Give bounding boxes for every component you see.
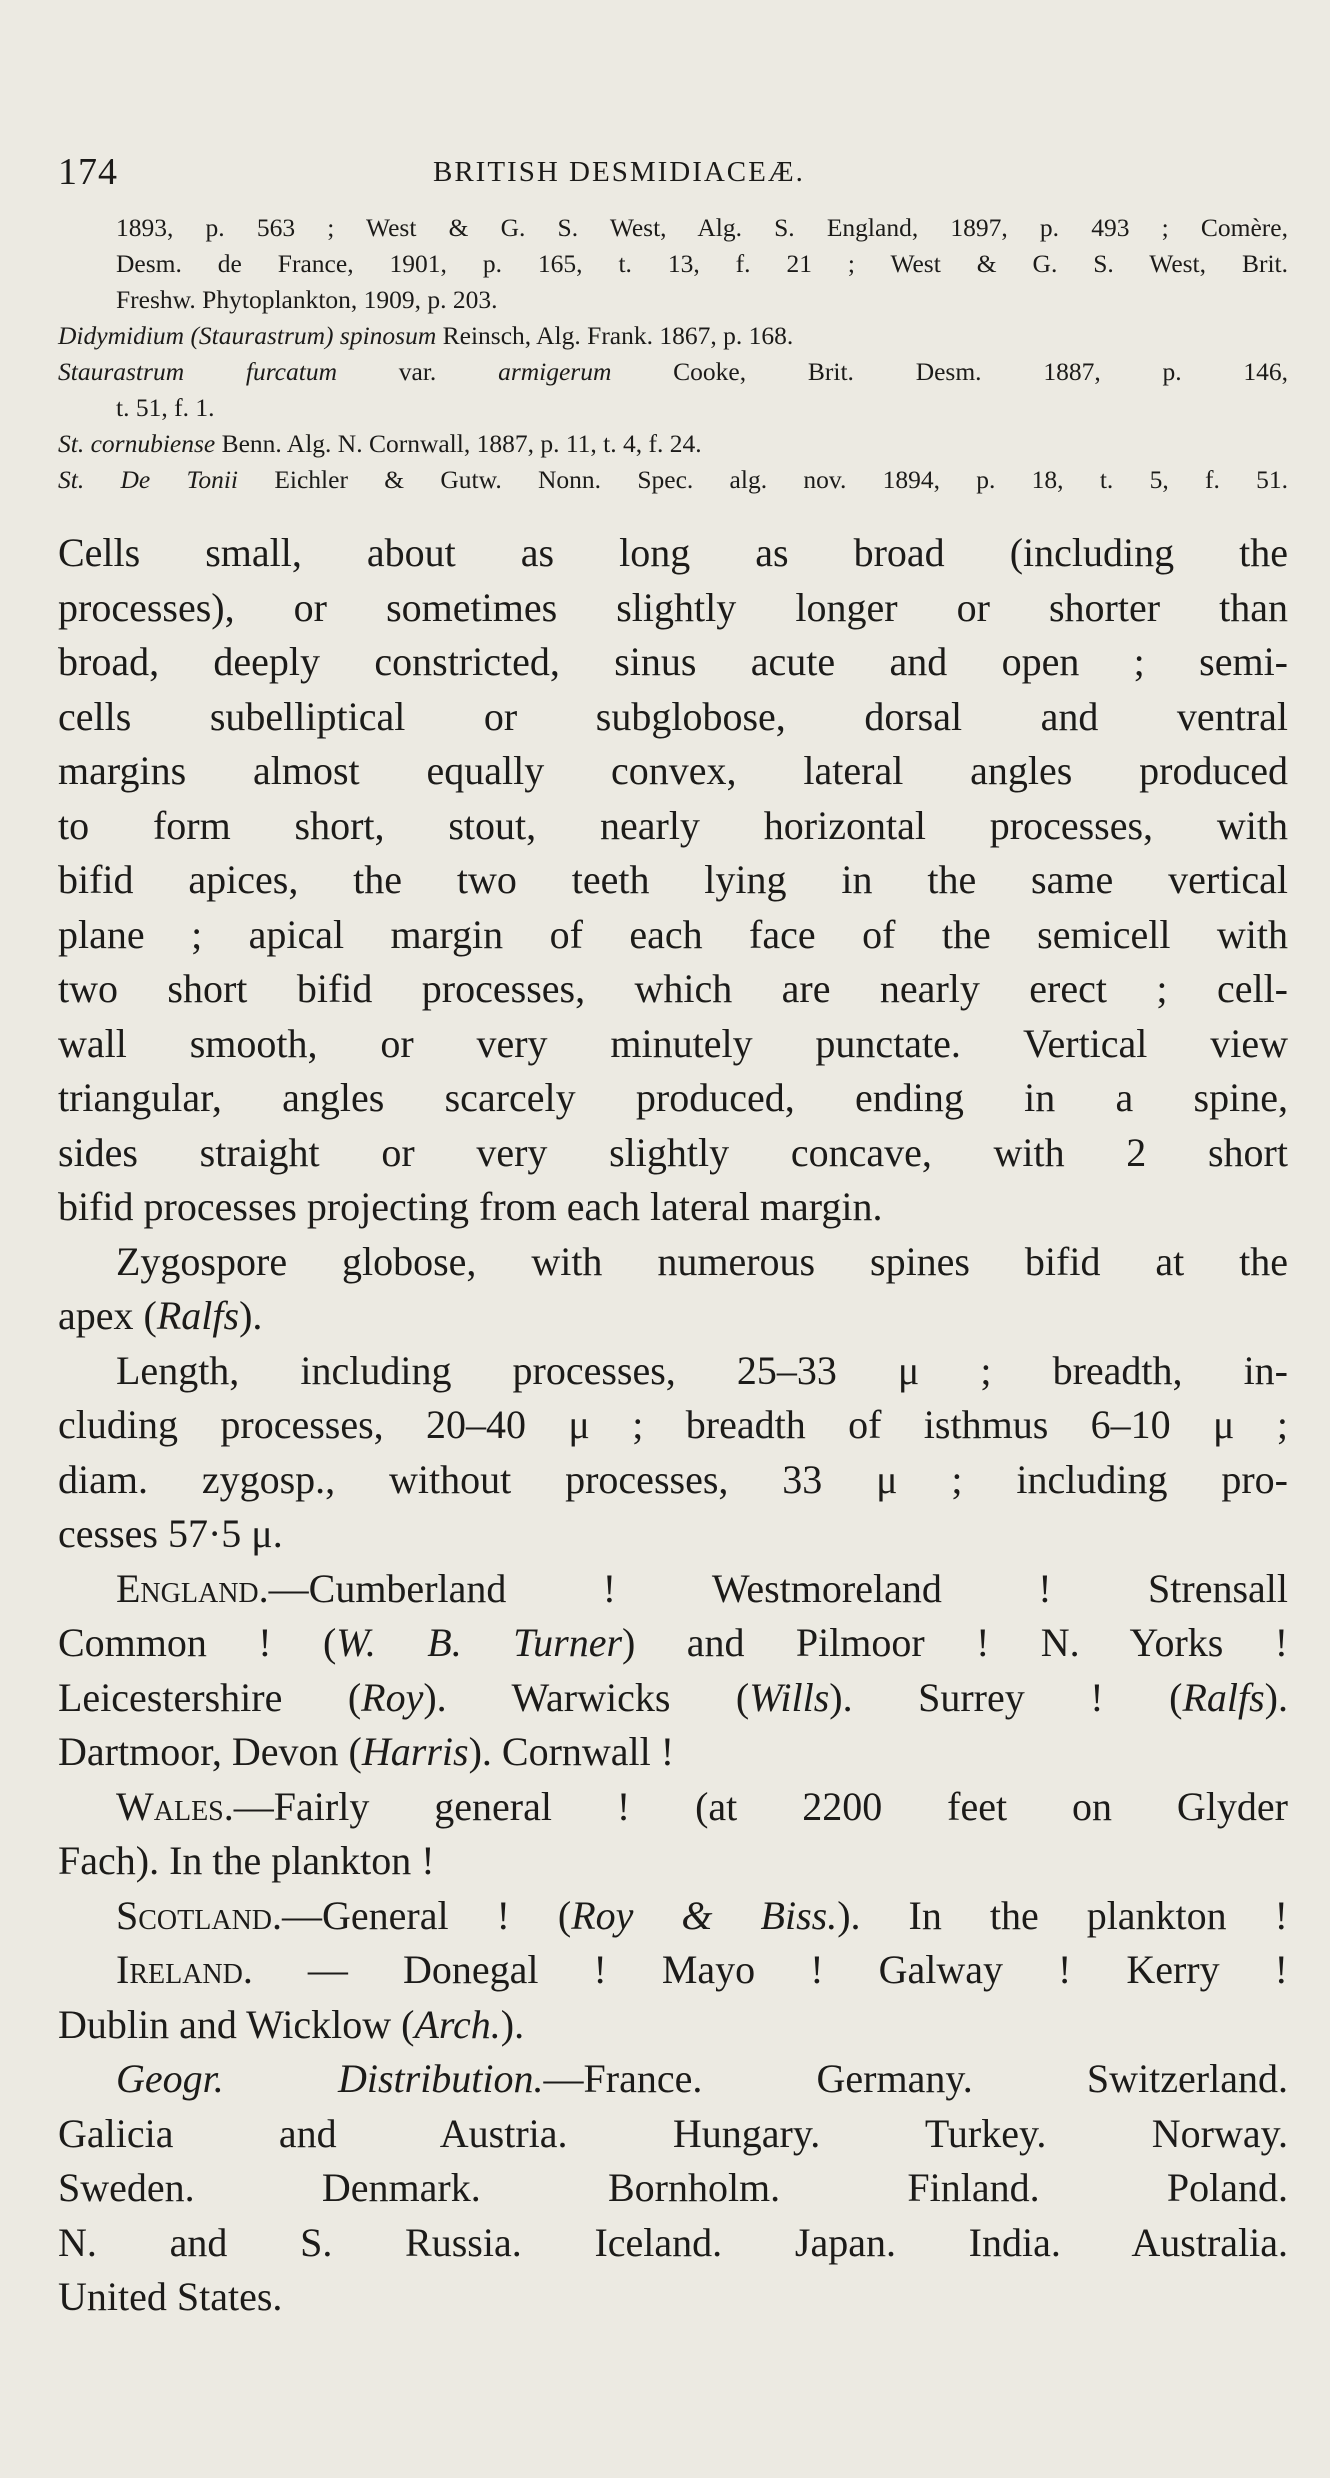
region-label: Scotland. [116, 1892, 283, 1938]
reference-4 [58, 426, 1288, 462]
description-paragraph [58, 526, 1288, 1235]
distribution-label: Geogr. Distribution. [116, 2056, 544, 2101]
reference-2 [58, 318, 1288, 354]
reference-5 [58, 462, 1288, 498]
text-line: United States. [58, 2274, 283, 2319]
collector: W. B. Turner [336, 1620, 623, 1665]
text-line: Dartmoor, Devon (Harris). Cornwall ! [58, 1729, 675, 1774]
book-page [58, 150, 1288, 2325]
reference-3 [58, 354, 1288, 426]
text-line: Geogr. Distribution.—France. Germany. Switzerland. [116, 2056, 1288, 2101]
text-line: Length, including processes, 25–33 μ ; breadth, in- [116, 1347, 1288, 1393]
text-line: Common ! (W. B. Turner) and Pilmoor ! N. Yorks ! [58, 1620, 1289, 1665]
variety-name: armigerum [498, 357, 612, 386]
text-line: N. and S. Russia. Iceland. Japan. India. Australia. [58, 2219, 1288, 2265]
collector: Roy [361, 1674, 424, 1720]
reference-line: St. De Tonii Eichler & Gutw. Nonn. Spec. alg. nov. 1894, p. 18, t. 5, f. 51. [58, 465, 1288, 494]
page-number: 174 [58, 151, 118, 193]
text-line: sides straight or very slightly concave, with 2 short [58, 1129, 1288, 1175]
taxon-name: St. cornubiense [58, 429, 216, 458]
text-line: to form short, stout, nearly horizontal processes, with [58, 802, 1288, 848]
text-line: Ireland. — Donegal ! Mayo ! Galway ! Kerry ! [116, 1947, 1288, 1992]
species-text [58, 526, 1288, 2325]
text-line: Sweden. Denmark. Bornholm. Finland. Poland. [58, 2165, 1288, 2210]
text-line: Galicia and Austria. Hungary. Turkey. Norway. [58, 2110, 1288, 2156]
text-line: Scotland.—General ! (Roy & Biss.). In the plankton ! [116, 1892, 1288, 1938]
taxon-name: Didymidium (Staurastrum) spinosum [58, 321, 437, 350]
reference-1 [58, 210, 1288, 318]
dimensions-paragraph [58, 1344, 1288, 1562]
collector: Ralfs [1182, 1674, 1265, 1720]
reference-line: Desm. de France, 1901, p. 165, t. 13, f. 21 ; West & G. S. West, Brit. [116, 249, 1288, 278]
ireland-paragraph [58, 1943, 1288, 2052]
reference-line: t. 51, f. 1. [116, 393, 215, 422]
text-line: plane ; apical margin of each face of the semicell with [58, 911, 1288, 957]
reference-line: Staurastrum furcatum var. armigerum Cooke, Brit. Desm. 1887, p. 146, [58, 357, 1288, 386]
taxon-name: St. De Tonii [58, 465, 239, 494]
text-line: wall smooth, or very minutely punctate. Vertical view [58, 1020, 1288, 1066]
zygospore-paragraph [58, 1235, 1288, 1344]
reference-line: Didymidium (Staurastrum) spinosum Reinsch, Alg. Frank. 1867, p. 168. [58, 321, 794, 350]
text-line: England.—Cumberland ! Westmoreland ! Strensall [116, 1565, 1288, 1611]
text-line: broad, deeply constricted, sinus acute and open ; semi- [58, 639, 1288, 684]
page-header [58, 150, 1288, 210]
reference-line: 1893, p. 563 ; West & G. S. West, Alg. S. England, 1897, p. 493 ; Comère, [116, 213, 1288, 242]
text-line: triangular, angles scarcely produced, ending in a spine, [58, 1075, 1288, 1120]
collector: Wills [749, 1674, 830, 1720]
text-line: cluding processes, 20–40 μ ; breadth of isthmus 6–10 μ ; [58, 1402, 1288, 1447]
running-head: BRITISH DESMIDIACEÆ. [433, 156, 805, 188]
region-label: Ireland. [116, 1947, 253, 1992]
text-line: Wales.—Fairly general ! (at 2200 feet on Glyder [116, 1783, 1288, 1829]
distribution-paragraph [58, 2052, 1288, 2325]
scotland-paragraph [58, 1889, 1288, 1944]
collector: Harris [361, 1729, 469, 1774]
collector: Roy & Biss. [571, 1892, 838, 1938]
collector: Arch. [414, 2001, 501, 2047]
text-line: apex (Ralfs). [58, 1293, 263, 1338]
text-line: diam. zygosp., without processes, 33 μ ; including pro- [58, 1456, 1288, 1502]
text-line: margins almost equally convex, lateral angles produced [58, 748, 1288, 793]
text-line: Fach). In the plankton ! [58, 1838, 435, 1883]
text-line: bifid apices, the two teeth lying in the same vertical [58, 857, 1288, 902]
text-line: Cells small, about as long as broad (including the [58, 530, 1288, 575]
england-paragraph [58, 1562, 1288, 1780]
text-line: bifid processes projecting from each lateral margin. [58, 1184, 883, 1229]
wales-paragraph [58, 1780, 1288, 1889]
text-line: processes), or sometimes slightly longer or shorter than [58, 584, 1288, 630]
text-line: Dublin and Wicklow (Arch.). [58, 2001, 525, 2047]
text-line: cesses 57·5 μ. [58, 1511, 283, 1556]
text-line: two short bifid processes, which are nearly erect ; cell- [58, 966, 1288, 1011]
synonymy-references [58, 210, 1288, 498]
reference-line: Freshw. Phytoplankton, 1909, p. 203. [116, 285, 498, 314]
reference-line: St. cornubiense Benn. Alg. N. Cornwall, 1887, p. 11, t. 4, f. 24. [58, 429, 702, 458]
taxon-name: Staurastrum furcatum [58, 357, 337, 386]
text-line: Zygospore globose, with numerous spines bifid at the [116, 1238, 1288, 1284]
region-label: England. [116, 1565, 269, 1611]
region-label: Wales. [116, 1783, 234, 1829]
text-line: Leicestershire (Roy). Warwicks (Wills). Surrey ! (Ralfs). [58, 1674, 1288, 1720]
text-line: cells subelliptical or subglobose, dorsal and ventral [58, 693, 1288, 739]
authority: Ralfs [156, 1293, 240, 1338]
